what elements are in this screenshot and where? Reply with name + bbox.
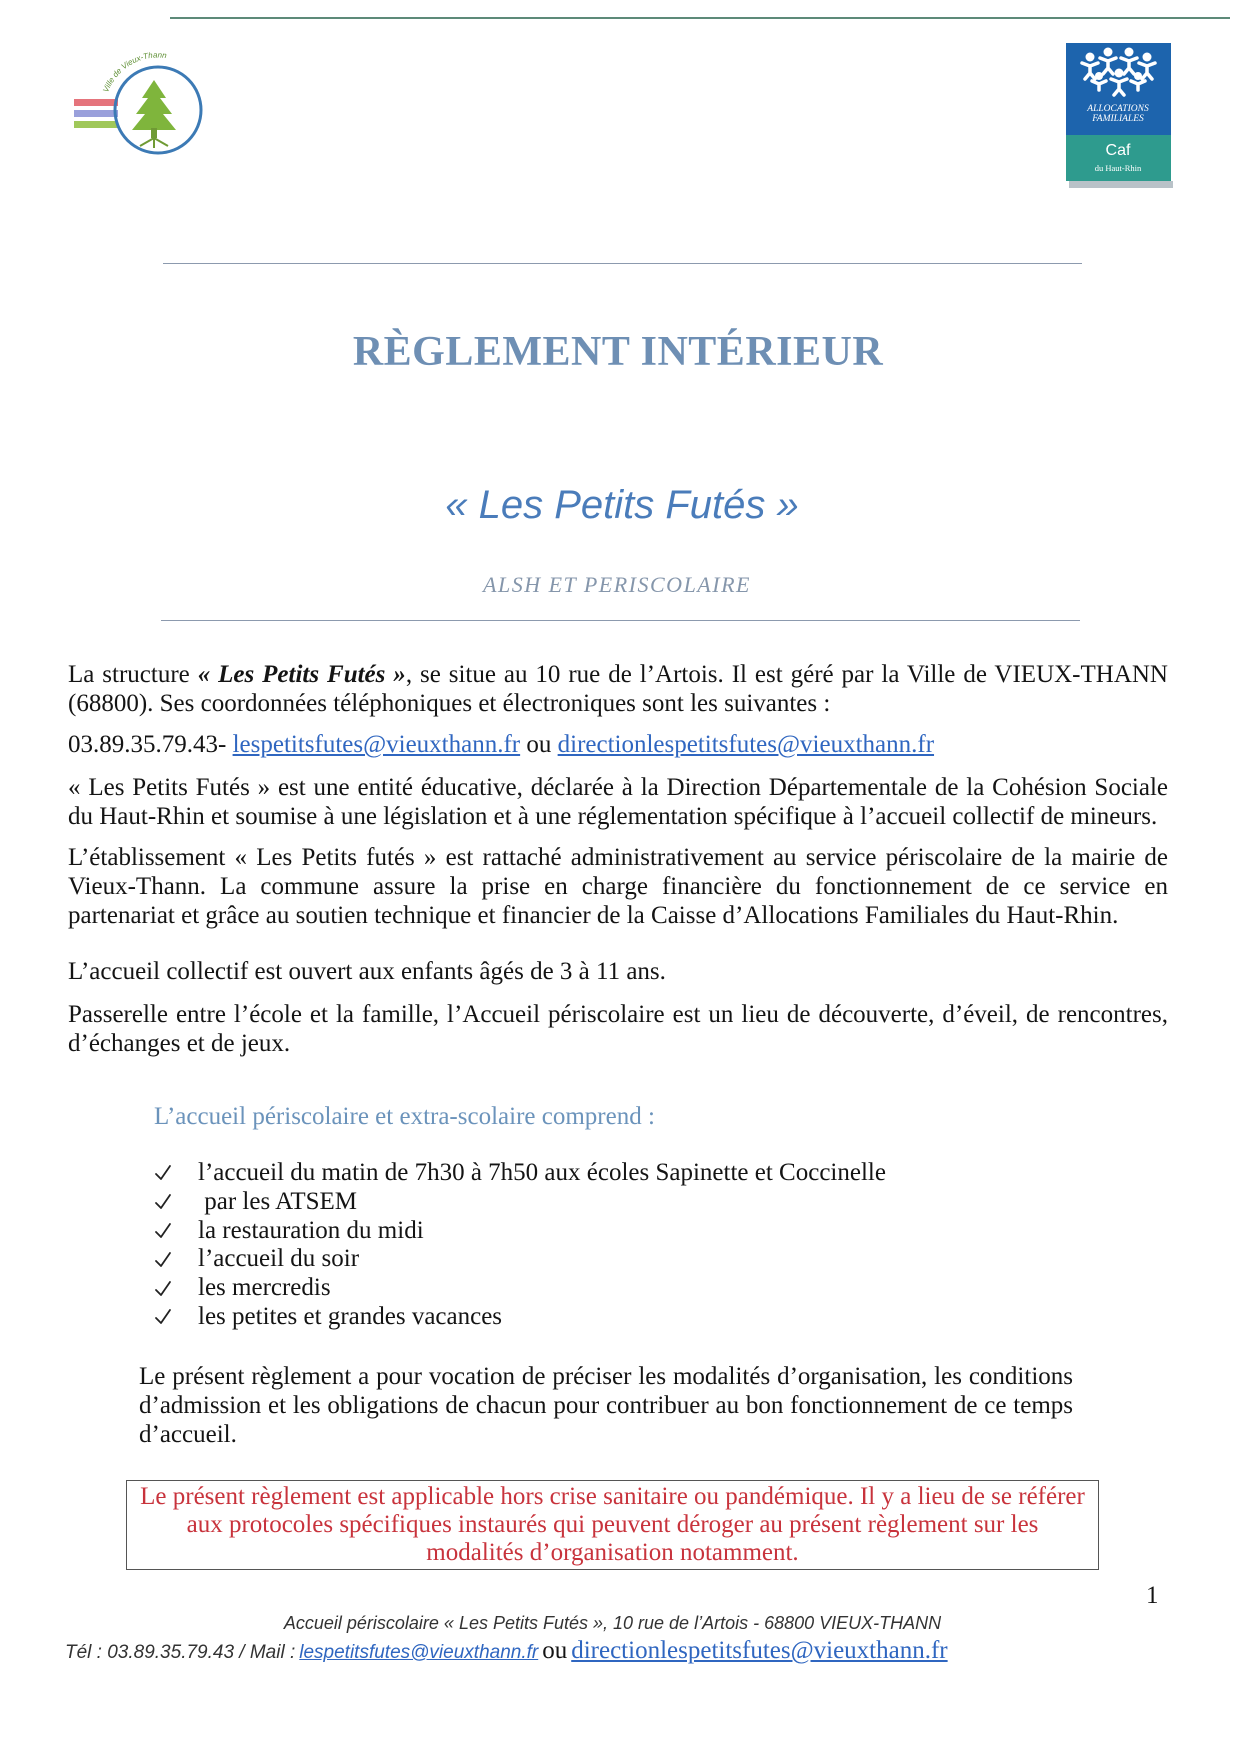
tagline: ALSH ET PERISCOLAIRE — [483, 572, 751, 597]
footer-email-link[interactable]: lespetitsfutes@vieuxthann.fr — [299, 1642, 539, 1663]
footer-contact — [65, 1637, 948, 1669]
paragraph-purpose: Passerelle entre l’école et la famille, l’Accueil périscolaire est un lieu de découverte, d’éveil, de rencontres, d’échanges et de jeux. — [68, 1001, 1168, 1057]
list-item-text: les petites et grandes vacances — [198, 1302, 503, 1330]
list-item — [154, 1245, 1168, 1274]
footer-address: Accueil périscolaire « Les Petits Futés », 10 rue de l’Artois - 68800 VIEUX-THANN — [283, 1613, 942, 1633]
list-item-text: les mercredis — [198, 1274, 331, 1302]
list-item — [154, 1217, 1168, 1246]
page-number: 1 — [1146, 1582, 1159, 1609]
structure-name: « Les Petits Futés » — [445, 483, 799, 527]
flag-stripe-red — [74, 99, 118, 106]
town-logo-text: Ville de Vieux-Thann — [101, 50, 168, 94]
town-logo — [60, 50, 230, 170]
check-icon — [154, 1222, 198, 1240]
contact-phone: 03.89.35.79.43- — [68, 731, 227, 758]
footer-contact-prefix: Tél : 03.89.35.79.43 / Mail : — [65, 1642, 296, 1663]
intro-text-after: , se situe au 10 rue de l’Artois. Il est géré par la Ville de VIEUX-THANN (68800). Ses coordonnées téléphoniques et électroniques sont les suivantes : — [68, 661, 1168, 717]
intro-text-before: La structure — [68, 661, 198, 688]
caf-logo-line1: ALLOCATIONS — [1087, 104, 1149, 114]
check-icon — [154, 1251, 198, 1269]
intro-structure-name: « Les Petits Futés » — [197, 661, 406, 688]
paragraph-age-range: L’accueil collectif est ouvert aux enfants âgés de 3 à 11 ans. — [68, 958, 666, 985]
list-item — [154, 1159, 1168, 1188]
header-divider — [163, 263, 1082, 264]
flag-stripe-green — [74, 121, 118, 128]
caf-logo-region: du Haut-Rhin — [1094, 163, 1142, 173]
check-icon — [154, 1308, 198, 1326]
caf-logo-line2: FAMILIALES — [1092, 114, 1144, 124]
contact-email-link[interactable]: lespetitsfutes@vieuxthann.fr — [232, 731, 521, 758]
list-item — [154, 1303, 1168, 1332]
paragraph-entity: « Les Petits Futés » est une entité éducative, déclarée à la Direction Départementale de la Cohésion Sociale du Haut-Rhin et soumise à une législation et à une réglementation spécifique à l’accueil collectif de mineurs. — [68, 774, 1168, 830]
main-content — [68, 660, 1168, 1570]
title-divider — [161, 620, 1080, 621]
intro-paragraph — [68, 660, 1168, 718]
contact-direction-email-link[interactable]: directionlespetitsfutes@vieuxthann.fr — [557, 731, 935, 758]
check-icon — [154, 1193, 198, 1211]
check-icon — [154, 1280, 198, 1298]
list-item — [154, 1274, 1168, 1303]
list-item-text: par les ATSEM — [198, 1187, 358, 1215]
notice-line: Le présent règlement est applicable hors crise sanitaire ou pandémique. Il y a lieu de se référer — [140, 1482, 1085, 1510]
contact-or: ou — [526, 731, 552, 758]
list-item — [154, 1188, 1168, 1217]
list-item-text: l’accueil du soir — [198, 1245, 360, 1273]
top-rule — [170, 17, 1230, 19]
services-list — [154, 1159, 1168, 1332]
list-item-text: l’accueil du matin de 7h30 à 7h50 aux écoles Sapinette et Coccinelle — [198, 1159, 886, 1186]
caf-logo — [1066, 43, 1174, 189]
notice-line: modalités d’organisation notamment. — [426, 1538, 799, 1566]
notice-line: aux protocoles spécifiques instaurés qui peuvent déroger au présent règlement sur les — [186, 1510, 1039, 1538]
caf-logo-brand: Caf — [1105, 142, 1131, 159]
list-item-text: la restauration du midi — [198, 1216, 424, 1244]
closing-paragraph: Le présent règlement a pour vocation de préciser les modalités d’organisation, les conditions d’admission et les obligations de chacun pour contribuer au bon fonctionnement de ce temps d’accueil. — [139, 1362, 1073, 1448]
page-title: RÈGLEMENT INTÉRIEUR — [352, 329, 884, 375]
services-heading: L’accueil périscolaire et extra-scolaire comprend : — [154, 1103, 655, 1130]
flag-stripe-blue — [74, 110, 118, 117]
footer-direction-email-link[interactable]: directionlespetitsfutes@vieuxthann.fr — [571, 1637, 948, 1664]
sanitary-notice-box — [126, 1480, 1099, 1570]
contact-line — [68, 730, 1168, 759]
footer-or: ou — [542, 1637, 568, 1664]
paragraph-administration: L’établissement « Les Petits futés » est rattaché administrativement au service périscolaire de la mairie de Vieux-Thann. La commune assure la prise en charge financière du fonctionnement de ce service en partenariat et grâce au soutien technique et financier de la Caisse d’Allocations Familiales du Haut-Rhin. — [68, 844, 1168, 929]
tree-icon — [132, 80, 176, 148]
check-icon — [154, 1164, 198, 1182]
